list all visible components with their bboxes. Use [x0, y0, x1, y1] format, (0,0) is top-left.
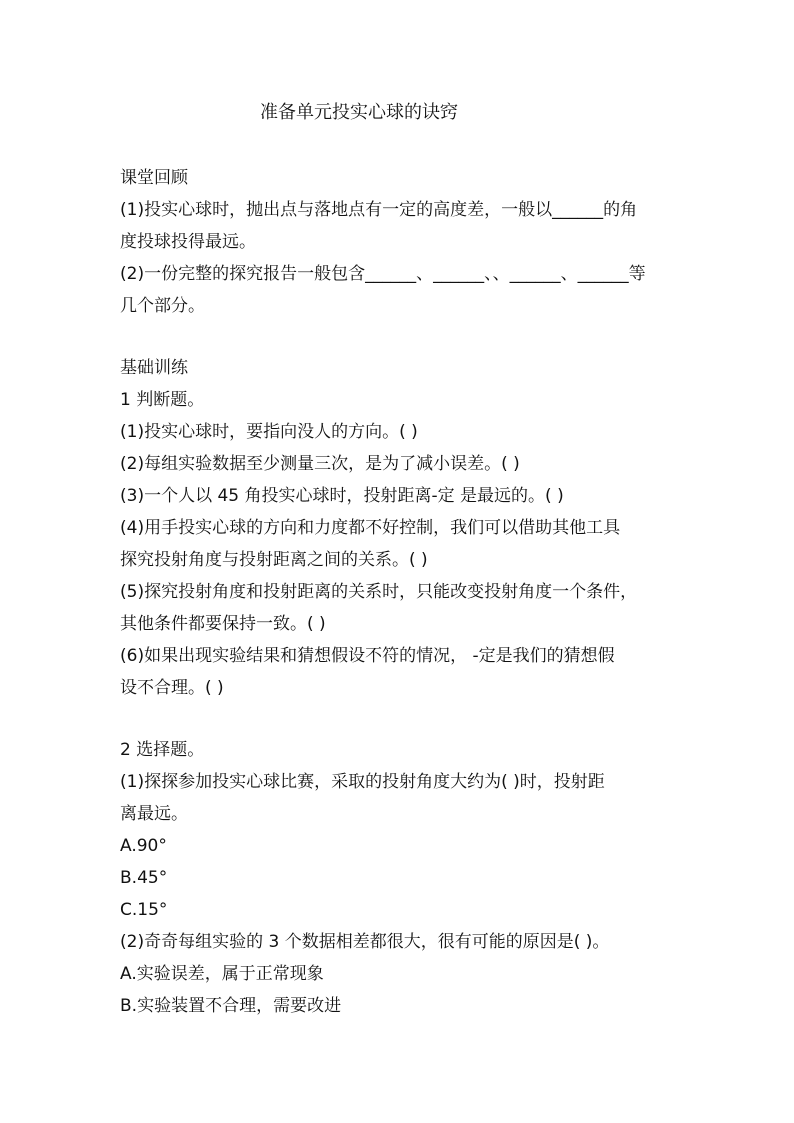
judge-question-line: 其他条件都要保持一致。( )	[120, 614, 326, 634]
choice-question-line: (1)探探参加投实心球比赛，采取的投射角度大约为( )时，投射距	[120, 772, 605, 792]
section-heading-review: 课堂回顾	[120, 168, 188, 188]
choice-option: B.实验装置不合理，需要改进	[120, 996, 342, 1016]
document-body	[120, 162, 680, 1022]
section-heading-basic: 基础训练	[120, 358, 188, 378]
judge-question-line: (2)每组实验数据至少测量三次，是为了减小误差。( )	[120, 454, 520, 474]
judge-question-line: (1)投实心球时，要指向没人的方向。( )	[120, 422, 418, 442]
judge-question-line: (5)探究投射角度和投射距离的关系时，只能改变投射角度一个条件，	[120, 582, 638, 602]
judge-question-line: 设不合理。( )	[120, 678, 224, 698]
choice-option: A.90°	[120, 836, 167, 856]
judge-question-line: 探究投射角度与投射距离之间的关系。( )	[120, 550, 428, 570]
review-line: (2)一份完整的探究报告一般包含______、______、、______、______等	[120, 264, 646, 284]
judge-question-line: (6)如果出现实验结果和猜想假设不符的情况， -定是我们的猜想假	[120, 646, 615, 666]
section-gap	[120, 704, 680, 734]
review-line: 几个部分。	[120, 296, 205, 316]
choice-option: B.45°	[120, 868, 168, 888]
choice-question-line: (2)奇奇每组实验的 3 个数据相差都很大，很有可能的原因是( )。	[120, 932, 610, 952]
judge-question-line: (3)一个人以 45 角投实心球时，投射距离-定 是最远的。( )	[120, 486, 564, 506]
review-line: (1)投实心球时，抛出点与落地点有一定的高度差，一般以______的角	[120, 200, 638, 220]
question-group-heading-judge: 1 判断题。	[120, 390, 205, 410]
judge-question-line: (4)用手投实心球的方向和力度都不好控制，我们可以借助其他工具	[120, 518, 621, 538]
choice-option: A.实验误差，属于正常现象	[120, 964, 324, 984]
section-gap	[120, 322, 680, 352]
document-title: 准备单元投实心球的诀窍	[260, 102, 458, 123]
choice-question-line: 离最远。	[120, 804, 188, 824]
choice-option: C.15°	[120, 900, 168, 920]
review-line: 度投球投得最远。	[120, 232, 256, 252]
question-group-heading-choice: 2 选择题。	[120, 740, 205, 760]
